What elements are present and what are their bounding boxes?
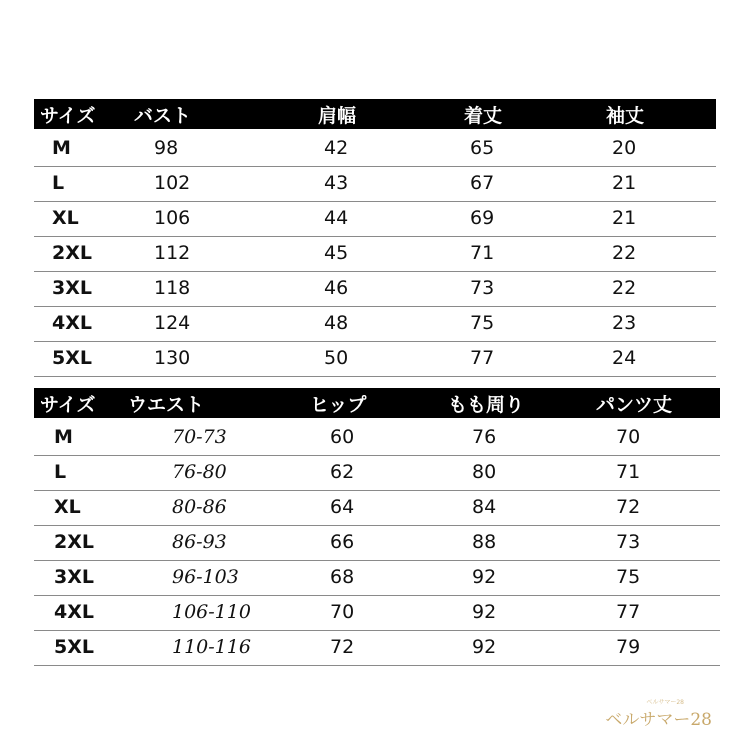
- cell-4: 72: [616, 496, 641, 518]
- cell-1: 124: [154, 312, 191, 334]
- table-row: [34, 131, 716, 167]
- header-sleeve: 袖丈: [606, 105, 645, 127]
- cell-3: 69: [470, 207, 495, 229]
- cell-4: 79: [616, 636, 641, 658]
- table-row: [34, 525, 720, 561]
- cell-3: 92: [472, 601, 497, 623]
- tops-table-header: [34, 99, 716, 129]
- cell-4: 24: [612, 347, 637, 369]
- cell-2: 42: [324, 137, 349, 159]
- cell-2: 64: [330, 496, 355, 518]
- header-thigh: もも周り: [448, 394, 525, 416]
- cell-1: 98: [154, 137, 179, 159]
- cell-1: 110-116: [172, 636, 251, 658]
- cell-1: 112: [154, 242, 191, 264]
- table-row: [34, 455, 720, 491]
- cell-4: 71: [616, 461, 641, 483]
- cell-2: 50: [324, 347, 349, 369]
- cell-2: 70: [330, 601, 355, 623]
- cell-2: 44: [324, 207, 349, 229]
- table-row: [34, 341, 716, 377]
- cell-1: 102: [154, 172, 191, 194]
- cell-size: M: [52, 137, 71, 159]
- cell-3: 71: [470, 242, 495, 264]
- cell-size: 4XL: [52, 312, 92, 334]
- cell-1: 118: [154, 277, 191, 299]
- header-size: サイズ: [40, 394, 96, 416]
- table-row: [34, 306, 716, 342]
- cell-4: 75: [616, 566, 641, 588]
- table-row: [34, 271, 716, 307]
- cell-3: 80: [472, 461, 497, 483]
- cell-4: 77: [616, 601, 641, 623]
- header-waist: ウエスト: [128, 394, 205, 416]
- cell-2: 62: [330, 461, 355, 483]
- cell-3: 76: [472, 426, 497, 448]
- cell-3: 92: [472, 566, 497, 588]
- cell-1: 76-80: [172, 461, 227, 483]
- cell-1: 106-110: [172, 601, 251, 623]
- cell-4: 21: [612, 207, 637, 229]
- cell-size: 3XL: [54, 566, 94, 588]
- cell-4: 22: [612, 242, 637, 264]
- cell-size: XL: [52, 207, 79, 229]
- cell-4: 23: [612, 312, 637, 334]
- cell-4: 22: [612, 277, 637, 299]
- header-length: 着丈: [464, 105, 503, 127]
- cell-size: L: [54, 461, 67, 483]
- cell-1: 86-93: [172, 531, 227, 553]
- header-shoulder: 肩幅: [318, 105, 357, 127]
- cell-3: 65: [470, 137, 495, 159]
- header-bust: バスト: [134, 105, 192, 127]
- cell-3: 67: [470, 172, 495, 194]
- cell-3: 84: [472, 496, 497, 518]
- cell-4: 73: [616, 531, 641, 553]
- cell-2: 60: [330, 426, 355, 448]
- table-row: [34, 236, 716, 272]
- cell-2: 43: [324, 172, 349, 194]
- cell-size: 3XL: [52, 277, 92, 299]
- cell-1: 80-86: [172, 496, 227, 518]
- table-row: [34, 560, 720, 596]
- cell-1: 106: [154, 207, 191, 229]
- cell-size: 5XL: [54, 636, 94, 658]
- table-row: [34, 166, 716, 202]
- watermark-small-text: ベルサマー28: [646, 699, 684, 706]
- cell-3: 77: [470, 347, 495, 369]
- cell-2: 48: [324, 312, 349, 334]
- watermark-logo: ベルサマー28: [605, 710, 712, 730]
- table-row: [34, 420, 720, 456]
- cell-1: 130: [154, 347, 191, 369]
- cell-size: M: [54, 426, 73, 448]
- table-row: [34, 595, 720, 631]
- cell-2: 46: [324, 277, 349, 299]
- cell-size: 4XL: [54, 601, 94, 623]
- cell-size: XL: [54, 496, 81, 518]
- cell-1: 70-73: [172, 426, 227, 448]
- cell-size: L: [52, 172, 65, 194]
- cell-3: 73: [470, 277, 495, 299]
- header-pants-length: パンツ丈: [596, 394, 673, 416]
- cell-3: 92: [472, 636, 497, 658]
- pants-table-header: [34, 388, 720, 418]
- cell-2: 72: [330, 636, 355, 658]
- table-row: [34, 490, 720, 526]
- cell-3: 88: [472, 531, 497, 553]
- cell-size: 2XL: [54, 531, 94, 553]
- cell-2: 45: [324, 242, 349, 264]
- table-row: [34, 630, 720, 666]
- cell-1: 96-103: [172, 566, 239, 588]
- table-row: [34, 201, 716, 237]
- cell-2: 66: [330, 531, 355, 553]
- cell-2: 68: [330, 566, 355, 588]
- cell-4: 21: [612, 172, 637, 194]
- cell-4: 20: [612, 137, 637, 159]
- cell-4: 70: [616, 426, 641, 448]
- cell-size: 2XL: [52, 242, 92, 264]
- header-hip: ヒップ: [310, 394, 367, 416]
- cell-3: 75: [470, 312, 495, 334]
- cell-size: 5XL: [52, 347, 92, 369]
- header-size: サイズ: [40, 105, 96, 127]
